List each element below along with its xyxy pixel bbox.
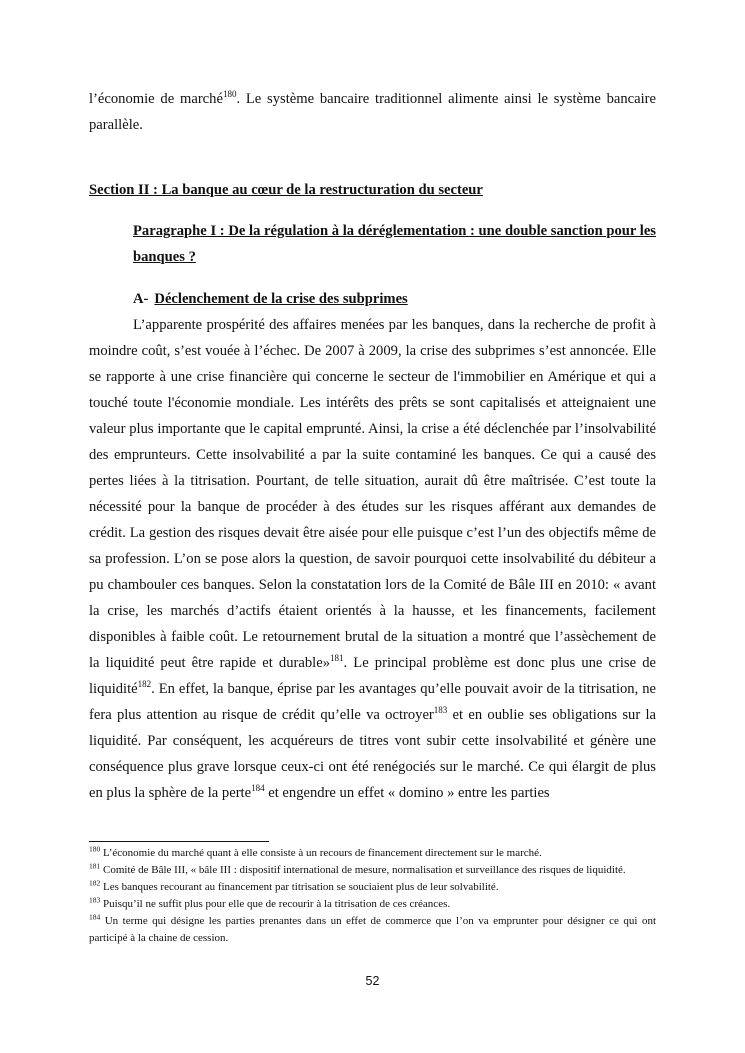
paragraph-heading: Paragraphe I : De la régulation à la déréglementation : une double sanction pour les banques ? bbox=[133, 223, 656, 265]
footnote-ref-181[interactable]: 181 bbox=[330, 653, 344, 664]
footnote-ref-184[interactable]: 184 bbox=[251, 783, 265, 794]
footnote-181 bbox=[89, 862, 656, 879]
sub-heading bbox=[133, 286, 408, 312]
footnote-text: Comité de Bâle III, « bâle III : dispositif international de mesure, normalisation et surveillance des risques de liquidité. bbox=[100, 864, 626, 876]
footnote-text: Les banques recourant au financement par titrisation se souciaient plus de leur solvabilité. bbox=[100, 881, 499, 893]
intro-text-start: l’économie de marché bbox=[89, 91, 223, 107]
footnote-184 bbox=[89, 913, 656, 947]
footnote-ref-182[interactable]: 182 bbox=[137, 679, 152, 690]
footnote-ref-183[interactable]: 183 bbox=[433, 705, 448, 716]
sub-heading-marker: A- bbox=[133, 291, 149, 307]
sub-heading-title: Déclenchement de la crise des subprimes bbox=[154, 291, 408, 307]
body-text-2: . Le principal problème est donc plus une crise de liquidité bbox=[89, 655, 656, 697]
footnote-183 bbox=[89, 896, 656, 913]
body-text-5: et engendre un effet « domino » entre les parties bbox=[264, 785, 550, 801]
page-number: 52 bbox=[365, 974, 380, 988]
footnote-text: L’économie du marché quant à elle consiste à un recours de financement directement sur le marché. bbox=[100, 847, 542, 859]
body-text-1: L’apparente prospérité des affaires menées par les banques, dans la recherche de profit à moindre coût, s’est vouée à l’échec. De 2007 à 2009, la crise des subprimes s’est annoncée. Elle se rapporte à une crise financière qui concerne le secteur de l'immobilier en Amérique et qui a touché toute l'économie mondiale. Les intérêts des prêts se sont capitalisés et atteignaient une valeur plus importante que le capital emprunté. Ainsi, la crise a été déclenchée par l’insolvabilité des emprunteurs. Cette insolvabilité a par la suite contaminé les banques. Ce qui a causé des pertes liées à la titrisation. Pourtant, de telle situation, aurait dû être maîtrisée. C’est toute la nécessité pour la banque de procéder à des études sur les risques afférant aux demandes de crédit. La gestion des risques devait être aisée pour elle puisque c’est l’un des objectifs même de sa profession. L’on se pose alors la question, de savoir pourquoi cette insolvabilité du débiteur a pu chambouler ces banques. Selon la constatation lors de la Comité de Bâle III en 2010: « avant la crise, les marchés d’actifs étaient orientés à la hausse, et les financements, facilement disponibles à faible coût. Le retournement brutal de la situation a montré que l’assèchement de la liquidité peut être rapide et durable» bbox=[89, 317, 656, 671]
footnote-ref-180[interactable]: 180 bbox=[222, 89, 237, 100]
footnote-separator bbox=[89, 841, 269, 842]
intro-text-end: . Le système bancaire traditionnel alimente ainsi le système bancaire parallèle. bbox=[89, 91, 657, 133]
footnote-number: 180 bbox=[89, 844, 101, 854]
footnote-text: Un terme qui désigne les parties prenantes dans un effet de commerce que l’on va emprunter pour désigner ce qui ont participé à la chaine de cession. bbox=[89, 915, 656, 944]
footnote-text: Puisqu’il ne suffit plus pour elle que de recourir à la titrisation de ces créances. bbox=[100, 898, 451, 910]
section-heading: Section II : La banque au cœur de la restructuration du secteur bbox=[89, 182, 483, 198]
main-paragraph bbox=[89, 312, 656, 806]
body-text-3: . En effet, la banque, éprise par les avantages qu’elle pouvait avoir de la titrisation, ne fera plus attention au risque de crédit qu’elle va octroyer bbox=[89, 681, 656, 723]
footnote-number: 183 bbox=[89, 895, 101, 905]
footnote-number: 181 bbox=[89, 861, 101, 871]
footnote-180 bbox=[89, 845, 656, 862]
footnote-number: 182 bbox=[89, 878, 101, 888]
footnote-number: 184 bbox=[89, 912, 101, 922]
intro-paragraph bbox=[89, 86, 656, 138]
footnote-182 bbox=[89, 879, 656, 896]
footnotes bbox=[89, 845, 656, 947]
body-text-4: et en oublie ses obligations sur la liquidité. Par conséquent, les acquéreurs de titres vont subir cette insolvabilité et génère une conséquence plus grave lorsque ceux-ci ont été renégociés sur le marché. Ce qui élargit de plus en plus la sphère de la perte bbox=[89, 707, 656, 801]
